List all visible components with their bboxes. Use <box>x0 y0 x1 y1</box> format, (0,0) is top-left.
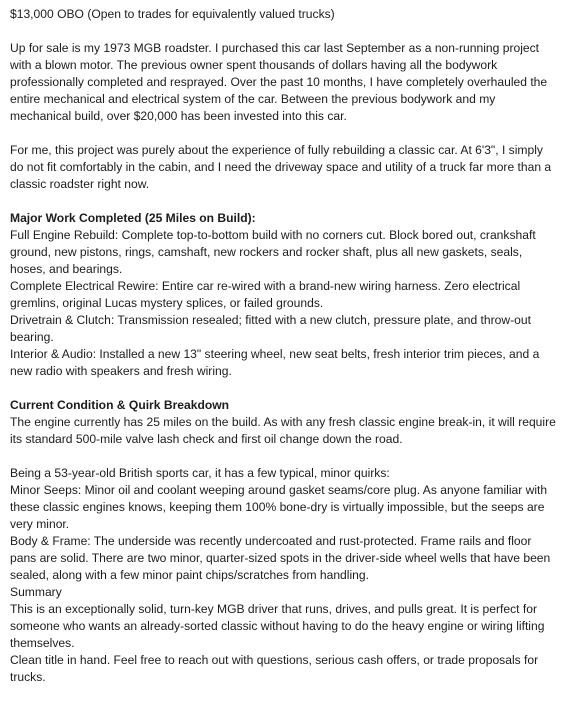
intro-paragraph: Up for sale is my 1973 MGB roadster. I purchased this car last September as a non-running project with a blown motor. The previous owner spent thousands of dollars having all the bodywork professionally completed and resprayed. Over the past 10 months, I have completely overhauled the entire mechanical and electrical system of the car. Between the previous bodywork and my mechanical build, over $20,000 has been invested into this car. <box>10 41 548 123</box>
closing-paragraph: Clean title in hand. Feel free to reach out with questions, serious cash offers, or trade proposals for trucks. <box>10 653 539 684</box>
condition-paragraph: The engine currently has 25 miles on the build. As with any fresh classic engine break-in, it will require its standard 500-mile valve lash check and first oil change down the road. <box>10 415 556 446</box>
condition-heading: Current Condition & Quirk Breakdown <box>10 398 230 412</box>
summary-paragraph: This is an exceptionally solid, turn-key MGB driver that runs, drives, and pulls great. It is perfect for someone who wants an already-sorted classic without having to do the heavy engine or wiring lifting themselves. <box>10 602 545 650</box>
summary-heading: Summary <box>10 585 62 599</box>
work-item-engine: Full Engine Rebuild: Complete top-to-bottom build with no corners cut. Block bored out, crankshaft ground, new pistons, rings, camshaft, new rockers and rocker shaft, plus all new gaskets, seals, hoses, and bearings. <box>10 228 536 276</box>
quirk-item-body: Body & Frame: The underside was recently undercoated and rust-protected. Frame rails and floor pans are solid. There are two minor, quarter-sized spots in the driver-side wheel wells that have been sealed, along with a few minor paint chips/scratches from handling. <box>10 534 551 582</box>
price-line: $13,000 OBO (Open to trades for equivalently valued trucks) <box>10 7 335 21</box>
work-item-drivetrain: Drivetrain & Clutch: Transmission resealed; fitted with a new clutch, pressure plate, and throw-out bearing. <box>10 313 531 344</box>
work-item-interior: Interior & Audio: Installed a new 13" steering wheel, new seat belts, fresh interior trim pieces, and a new radio with speakers and fresh wiring. <box>10 347 540 378</box>
spacer <box>10 193 556 210</box>
work-heading: Major Work Completed (25 Miles on Build): <box>10 211 256 225</box>
quirks-intro: Being a 53-year-old British sports car, it has a few typical, minor quirks: <box>10 466 390 480</box>
spacer <box>10 23 556 40</box>
quirk-item-seeps: Minor Seeps: Minor oil and coolant weeping around gasket seams/core plug. As anyone familiar with these classic engines knows, keeping them 100% bone-dry is virtually impossible, but the seeps are very minor. <box>10 483 548 531</box>
reason-paragraph: For me, this project was purely about the experience of fully rebuilding a classic car. At 6'3", I simply do not fit comfortably in the cabin, and I need the driveway space and utility of a truck far more than a classic roadster right now. <box>10 143 552 191</box>
spacer <box>10 125 556 142</box>
spacer <box>10 380 556 397</box>
spacer <box>10 448 556 465</box>
work-item-electrical: Complete Electrical Rewire: Entire car re-wired with a brand-new wiring harness. Zero electrical gremlins, original Lucas mystery splices, or failed grounds. <box>10 279 521 310</box>
